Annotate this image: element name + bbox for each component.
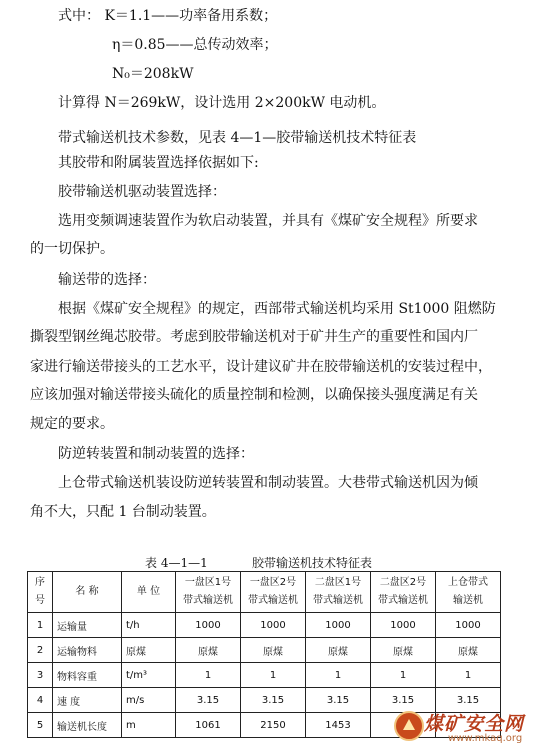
paragraph-line: 撕裂型钢丝绳芯胶带。考虑到胶带输送机对于矿井生产的重要性和国内厂 [30, 329, 478, 345]
table-cell: 1453 [306, 713, 371, 738]
watermark-brand: 煤矿安全网 [424, 713, 525, 735]
table-row [28, 663, 501, 688]
paragraph-line: 根据《煤矿安全规程》的规定，西部带式输送机均采用 St1000 阻燃防 [58, 301, 496, 317]
table-cell: 速 度 [53, 688, 122, 713]
table-title: 胶带输送机技术特征表 [252, 556, 373, 570]
table-cell: 4 [28, 688, 53, 713]
table-cell: 输送机长度 [53, 713, 122, 738]
table-cell: 5 [28, 713, 53, 738]
table-cell: 3.15 [241, 688, 306, 713]
table-cell: 原煤 [306, 638, 371, 663]
table-cell: 原煤 [241, 638, 306, 663]
table-header-cell: 序号 [28, 572, 53, 613]
table-cell: 运输量 [53, 613, 122, 638]
table-header-cell: 上仓带式 输送机 [436, 572, 501, 613]
paragraph-line: 选用变频调速装置作为软启动装置，并具有《煤矿安全规程》所要求 [58, 213, 478, 229]
table-cell: 2150 [241, 713, 306, 738]
table-header-cell: 二盘区2号 带式输送机 [371, 572, 436, 613]
table-cell: 原煤 [122, 638, 176, 663]
paragraph-line: 应该加强对输送带接头硫化的质量控制和检测，以确保接头强度满足有关 [30, 387, 478, 403]
watermark-url: www.mkaq.org [448, 733, 523, 744]
table-cell: 1000 [436, 613, 501, 638]
table-cell: 3.15 [436, 688, 501, 713]
paragraph-line: 的一切保护。 [30, 241, 114, 257]
table-number: 表 4—1—1 [145, 556, 208, 570]
formula-n0-line: N₀＝208kW [112, 66, 194, 82]
table-cell: 3.15 [176, 688, 241, 713]
paragraph-line: 其胶带和附属装置选择依据如下: [58, 155, 259, 171]
table-cell: 1 [176, 663, 241, 688]
paragraph-line: 上仓带式输送机装设防逆转装置和制动装置。大巷带式输送机因为倾 [58, 475, 478, 491]
table-cell: 物料容重 [53, 663, 122, 688]
table-row [28, 613, 501, 638]
table-cell: 1 [28, 613, 53, 638]
table-cell: 1 [436, 663, 501, 688]
watermark-badge-icon [394, 711, 424, 741]
table-header-cell: 一盘区2号 带式输送机 [241, 572, 306, 613]
table-cell: 1000 [371, 613, 436, 638]
table-cell: 原煤 [176, 638, 241, 663]
table-cell: 1061 [176, 713, 241, 738]
table-cell: t/m³ [122, 663, 176, 688]
formula-k-line: 式中： K＝1.1——功率备用系数； [58, 8, 278, 24]
result-line: 计算得 N＝269kW，设计选用 2×200kW 电动机。 [58, 95, 386, 111]
section-heading: 输送带的选择： [58, 272, 156, 288]
table-cell: 3.15 [371, 688, 436, 713]
table-cell: 原煤 [371, 638, 436, 663]
table-header-cell: 名 称 [53, 572, 122, 613]
table-cell: 2 [28, 638, 53, 663]
table-header-row [28, 572, 501, 613]
watermark-logo [394, 709, 532, 749]
table-cell: 1 [241, 663, 306, 688]
table-cell: 3 [28, 663, 53, 688]
section-heading: 防逆转装置和制动装置的选择： [58, 446, 254, 462]
table-cell: m/s [122, 688, 176, 713]
table-cell: 3.15 [306, 688, 371, 713]
table-cell: m [122, 713, 176, 738]
paragraph-line: 角不大，只配 1 台制动装置。 [30, 504, 216, 520]
table-header-cell: 一盘区1号 带式输送机 [176, 572, 241, 613]
table-cell: 1000 [176, 613, 241, 638]
table-cell: 1000 [306, 613, 371, 638]
paragraph-line: 家进行输送带接头的工艺水平，设计建议矿井在胶带输送机的安装过程中， [30, 359, 492, 375]
table-cell: 运输物料 [53, 638, 122, 663]
table-cell: 1 [306, 663, 371, 688]
table-cell: 原煤 [436, 638, 501, 663]
table-cell: 1000 [241, 613, 306, 638]
formula-eta-line: η＝0.85——总传动效率； [112, 37, 278, 53]
table-header-cell: 单 位 [122, 572, 176, 613]
section-heading: 胶带输送机驱动装置选择： [58, 184, 226, 200]
table-header-cell: 二盘区1号 带式输送机 [306, 572, 371, 613]
table-cell: t/h [122, 613, 176, 638]
paragraph-line: 带式输送机技术参数，见表 4—1—胶带输送机技术特征表 [58, 130, 417, 146]
paragraph-line: 规定的要求。 [30, 416, 114, 432]
table-row [28, 638, 501, 663]
table-cell: 1 [371, 663, 436, 688]
